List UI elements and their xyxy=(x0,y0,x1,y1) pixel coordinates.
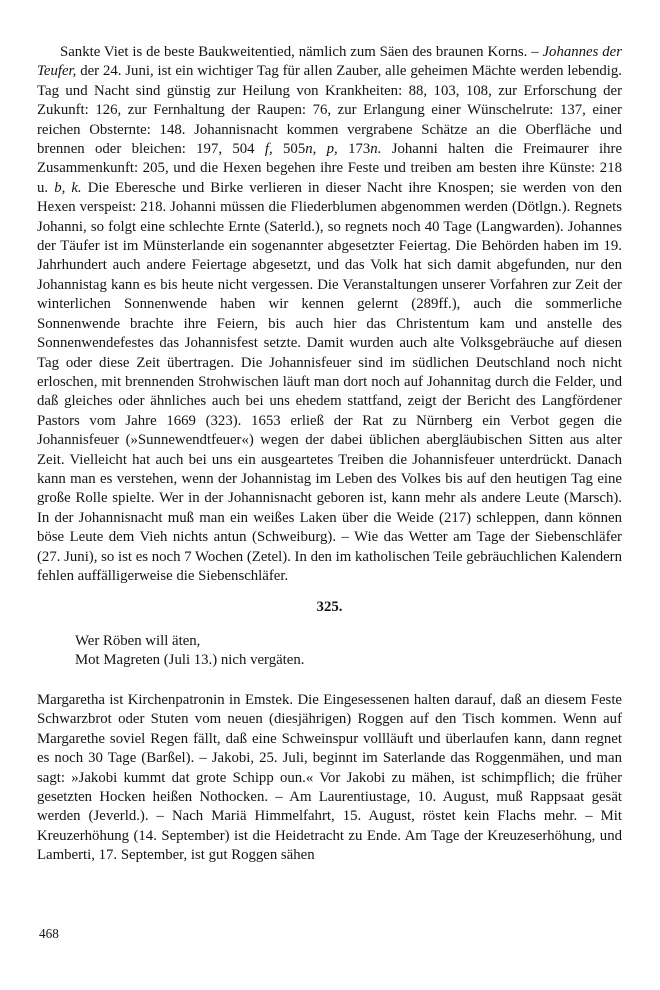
text-segment: 505 xyxy=(272,141,306,158)
text-segment: Sankte Viet is de beste Baukweitentied, nämlich zum Säen des braunen Korns. – xyxy=(60,44,543,60)
text-segment: Johanni halten die Freimaurer ihre Zusammenkunft: 205, und die Hexen begehen ihre Feste und treiben am besten ihre Künste: 218 u. xyxy=(37,141,623,196)
section-heading: 325. xyxy=(316,599,343,616)
body-paragraph-1 xyxy=(37,43,622,586)
text-segment: f, xyxy=(264,141,273,158)
body-paragraph-2 xyxy=(37,691,622,866)
text-segment: der 24. Juni, ist ein wichtiger Tag für allen Zauber, alle geheimen Mächte werden lebendig. Tag und Nacht sind günstig zur Heilung von Krankheiten: 88, 103, 108, zur Erforschung der Zukunft: 126, zur Fernhaltung der Raupen: 76, zur Erlangung einer Wünschelrute: 137, einer reichen Obsternte: 148. Johannisnacht kommen vergrabene Schätze an die Oberfläche und brennen oder bleichen: 197, 504 xyxy=(37,63,622,158)
text-segment: n. xyxy=(370,141,382,158)
text-segment: b, k. xyxy=(54,179,82,196)
verse-line-1: Wer Röben will äten, xyxy=(75,632,201,649)
text-segment: n, p, xyxy=(305,141,338,158)
text-segment: Johannes der Teufer, xyxy=(37,44,622,80)
text-segment: Die Eberesche und Birke verlieren in dieser Nacht ihre Knospen; sie werden von den Hexen verspeist: 218. Johanni müssen die Fliederblumen abgenommen werden (Dötlgn.). Regnets Johanni, so folgt eine schlechte Ernte (Saterld.), so regnets noch 40 Tage (Langwarden). Johannes der Täufer ist im Münsterlande ein sogenannter abgesetzter Feiertag. Die Behörden haben im 19. Jahrhundert auch andere Feiertage abgesetzt, und das Volk hat sich damit abgefunden, nur den Johannistag kann es bis heute nicht vergessen. Die Veranstaltungen unserer Vorfahren zur Zeit der winterlichen Sonnenwende haben wir kennen gelernt (289ff.), auch die sommerliche Sonnenwende brachte ihre Feiern, bis auch hier das Christentum kam und anstelle des Sonnenwendefestes das Johannisfest setzte. Damit wurden auch alte Volksgebräuche auf diesen Tag oder diese Zeit übertragen. Die Johannisfeuer sind im südlichen Deutschland noch nicht erloschen, mit brennenden Strohwischen läuft man dort noch auf Johannitag durch die Felder, und daß gleiches oder ähnliches auch bei uns ehedem stattfand, zeigt der Bericht des Langfördener Pastors vom Jahre 1669 (323). 1653 erließ der Rat zu Nürnberg ein Verbot gegen die Johannisfeuer (»Sunnewendtfeuer«) wegen der dabei üblichen abergläubischen Sitten aus alter Zeit. Vielleicht hat auch bei uns ein ausgeartetes Treiben die Johannisfeuer unterdrückt. Danach kann man es verstehen, wenn der Johannistag im Leben des Volkes bis auf den heutigen Tag eine große Rolle spielte. Wer in der Johannisnacht geboren ist, kann mehr als andere Leute (Marsch). In der Johannisnacht muß man ein weißes Laken über die Weide (217) schleppen, dann können böse Leute dem Vieh nichts antun (Schweiburg). – Wie das Wetter am Tage der Siebenschläfer (27. Juni), so ist es noch 7 Wochen (Zetel). In den im katholischen Teile gebräuchlichen Kalendern fehlen auffälligerweise die Siebenschläfer. xyxy=(37,179,622,584)
text-segment: Margaretha ist Kirchenpatronin in Emstek. Die Eingesessenen halten darauf, daß an diesem Feste Schwarzbrot oder Stuten vom neuen (diesjährigen) Roggen auf den Tisch kommen. Wenn auf Margarethe soviel Regen fällt, daß eine Schweinspur vollläuft und überlaufen kann, dann regnet es noch 30 Tage (Barßel). – Jakobi, 25. Juli, beginnt im Saterlande das Roggenmähen, und man sagt: »Jakobi kummt dat grote Schipp oun.« Vor Jakobi zu mähen, ist schimpflich; die früher gesetzten Hocken heißen Nothocken. – Am Laurentiustage, 10. August, muß Rappsaat gesät werden (Jeverld.). – Nach Mariä Himmelfahrt, 15. August, röstet kein Flachs mehr. – Mit Kreuzerhöhung (14. September) ist die Heidetracht zu Ende. Am Tage der Kreuzeserhöhung, und Lamberti, 17. September, ist gut Roggen sähen xyxy=(37,691,622,864)
page-number: 468 xyxy=(39,926,59,941)
verse-line-2: Mot Magreten (Juli 13.) nich vergäten. xyxy=(75,652,305,669)
verse-block xyxy=(37,632,622,671)
text-segment: 173 xyxy=(337,141,371,158)
